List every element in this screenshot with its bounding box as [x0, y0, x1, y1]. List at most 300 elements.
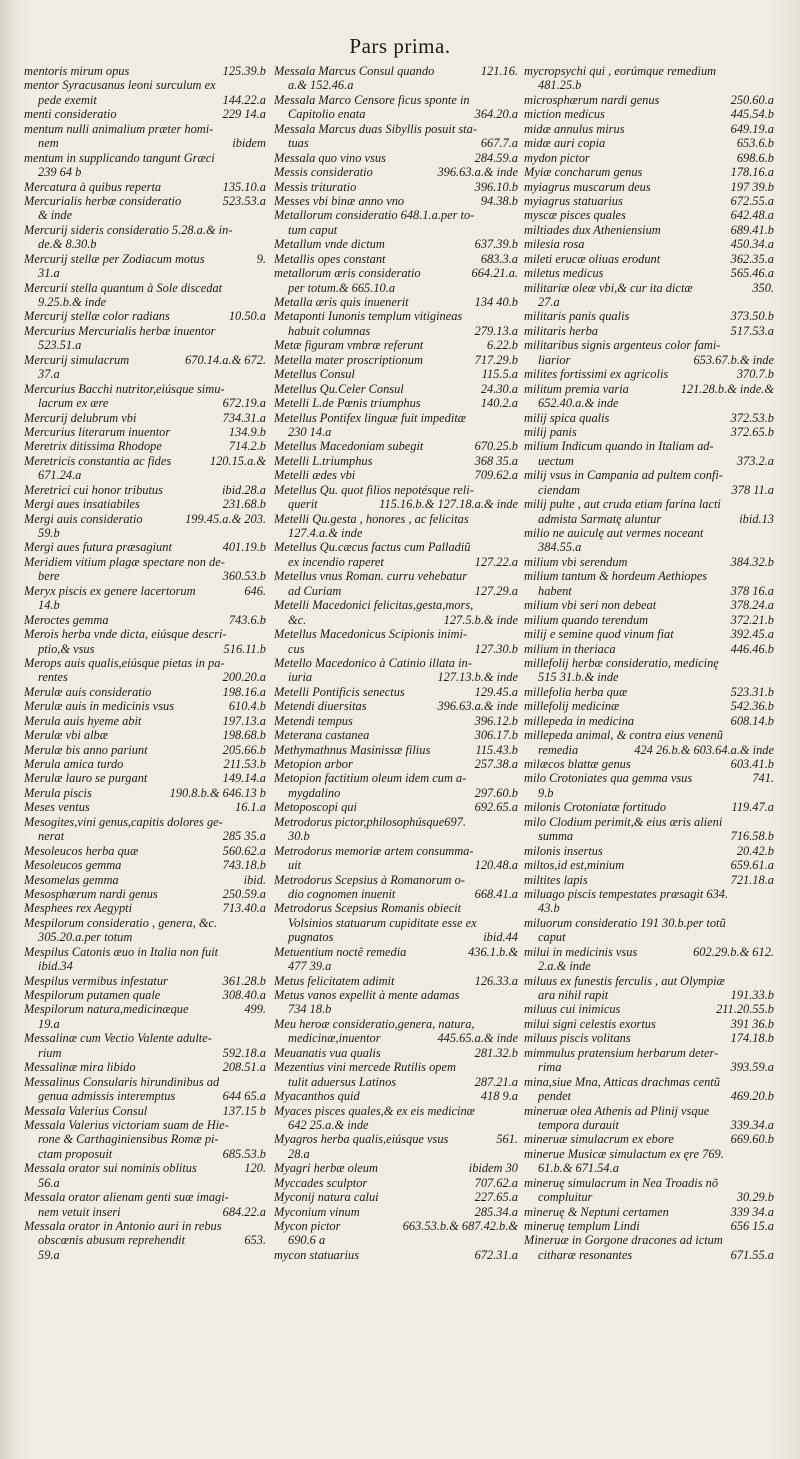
entry-text: Myacanthos quid	[274, 1089, 360, 1104]
index-entry-line	[524, 988, 774, 1002]
index-entry	[24, 439, 266, 453]
index-entry-line	[274, 64, 518, 78]
index-entry-line	[274, 569, 518, 583]
page-reference: 285.34.a	[474, 1204, 518, 1219]
index-entry-line	[274, 540, 518, 554]
entry-text: Merulæ auis in medicinis vsus	[24, 699, 175, 714]
index-entry-line	[524, 1089, 774, 1103]
page-reference: 378 11.a	[731, 482, 774, 497]
entry-text: Meuanatis vua qualis	[274, 1045, 381, 1060]
index-entry-line	[24, 78, 266, 92]
page-reference: 663.53.b.& 687.42.b.&	[402, 1219, 518, 1233]
index-entry-line	[24, 642, 266, 656]
page-reference: 16.1.a	[235, 800, 266, 815]
page-reference: 608.14.b	[730, 713, 774, 728]
index-entry-line	[274, 136, 518, 150]
entry-text: 515 31.b.& inde	[538, 670, 619, 685]
index-entry-line	[24, 916, 266, 930]
index-entry-line	[274, 800, 518, 814]
index-entry-line	[274, 468, 518, 482]
index-entry-line	[524, 786, 774, 800]
index-entry-line	[524, 771, 774, 785]
page-reference: 373.2.a	[736, 453, 774, 468]
entry-text: uit	[288, 858, 302, 873]
page-reference: 227.65.a	[474, 1190, 518, 1205]
index-entry	[524, 613, 774, 627]
index-entry-line	[24, 1060, 266, 1074]
index-entry-line	[274, 324, 518, 338]
page-reference: 523.31.b	[730, 684, 774, 699]
entry-text: mentum in supplicando tangunt Græci	[24, 150, 215, 165]
page-reference: 445.54.b	[730, 107, 774, 122]
entry-text: 230 14.a	[288, 424, 332, 439]
index-entry	[274, 194, 518, 208]
page-reference: 115.16.b.& 127.18.a.& inde	[379, 497, 518, 512]
entry-text: Meryx piscis ex genere lacertorum	[24, 583, 196, 598]
entry-text: Messalinus Consularis hirundinibus ad	[24, 1074, 220, 1089]
index-entry	[24, 281, 266, 310]
entry-text: Metelli L.triumphus	[274, 453, 373, 468]
entry-text: Myconium vinum	[274, 1204, 360, 1219]
index-entry	[524, 714, 774, 728]
entry-text: ptio,& vsus	[38, 641, 95, 656]
index-entry-line	[24, 844, 266, 858]
index-entry	[524, 223, 774, 237]
page-reference: 257.38.a	[474, 757, 518, 771]
page-reference: 714.2.b	[228, 439, 266, 454]
page-reference: 698.6.b	[736, 150, 774, 165]
index-entry-line	[274, 353, 518, 367]
entry-text: Mespilorum natura,medicinæque	[24, 1002, 189, 1017]
index-entry-line	[274, 670, 518, 684]
index-entry-line	[524, 454, 774, 468]
index-entry	[524, 281, 774, 310]
index-entry-line	[524, 295, 774, 309]
page-reference: 134.9.b	[228, 424, 266, 439]
page-reference: 644 65.a	[222, 1089, 266, 1104]
page-reference: 372.21.b	[730, 612, 774, 627]
index-entry-line	[24, 468, 266, 482]
index-entry-line	[24, 151, 266, 165]
entry-text: ara nihil rapit	[538, 988, 609, 1002]
index-entry-line	[274, 930, 518, 944]
page-reference: 211.53.b	[223, 757, 266, 771]
index-entry	[524, 685, 774, 699]
page-reference: 231.68.b	[222, 497, 266, 512]
page-reference: 120.15.a.&	[209, 453, 266, 468]
index-entry-line	[524, 974, 774, 988]
entry-text: 27.a	[538, 295, 560, 309]
index-entry	[24, 425, 266, 439]
index-entry-line	[24, 1161, 266, 1175]
index-entry-line	[274, 1118, 518, 1132]
index-entry	[274, 685, 518, 699]
index-entry	[524, 858, 774, 872]
index-entry	[274, 122, 518, 151]
index-entry	[524, 1132, 774, 1146]
page-reference: 610.4.b	[228, 699, 266, 714]
index-entry-line	[24, 1075, 266, 1089]
entry-text: Merula auis hyeme abit	[24, 713, 142, 728]
index-entry-line	[274, 829, 518, 843]
index-entry	[274, 338, 518, 352]
index-column-1	[24, 64, 266, 1262]
index-entry	[524, 439, 774, 468]
index-entry	[524, 208, 774, 222]
page-reference: 653.67.b.& inde	[693, 352, 774, 367]
index-entry	[24, 497, 266, 511]
page-reference: 350.	[752, 280, 774, 295]
index-entry	[524, 1046, 774, 1075]
page-reference: 656 15.a	[730, 1219, 774, 1233]
entry-text: lacrum ex ære	[38, 396, 109, 411]
index-entry-line	[24, 208, 266, 222]
index-entry-line	[24, 1147, 266, 1161]
page-reference: 646.	[244, 583, 266, 598]
index-entry-line	[524, 728, 774, 742]
index-entry	[24, 728, 266, 742]
index-entry	[274, 569, 518, 598]
entry-text: dio cognomen inuenit	[288, 886, 396, 901]
page-reference: 653.6.b	[736, 136, 774, 151]
page-reference: 565.46.a	[730, 266, 774, 281]
entry-text: Messala Marco Censore ficus sponte in	[274, 92, 470, 107]
entry-text: compluitur	[538, 1190, 593, 1205]
entry-text: Meridiem vitium plagæ spectare non de-	[24, 554, 225, 569]
page-reference: 149.14.a	[222, 771, 266, 786]
index-entry-line	[524, 1176, 774, 1190]
index-entry	[274, 252, 518, 266]
index-entry-line	[274, 642, 518, 656]
index-entry-line	[524, 858, 774, 872]
index-entry	[24, 714, 266, 728]
index-entry-line	[274, 555, 518, 569]
index-entry-line	[24, 338, 266, 352]
entry-text: Mercurialis herbæ consideratio	[24, 193, 182, 208]
index-entry	[524, 1017, 774, 1031]
index-entry-line	[524, 208, 774, 222]
entry-text: 652.40.a.& inde	[538, 396, 619, 411]
index-entry	[524, 468, 774, 497]
entry-text: milium quando terendum	[524, 612, 649, 627]
index-entry-line	[274, 945, 518, 959]
entry-text: mineruę & Neptuni certamen	[524, 1204, 669, 1219]
entry-text: milium tantum & hordeum Aethiopes	[524, 569, 708, 584]
entry-text: Mineruæ in Gorgone dracones ad ictum	[524, 1233, 723, 1248]
index-entry-line	[524, 1060, 774, 1074]
entry-text: mentum nulli animalium præter homi-	[24, 121, 214, 136]
index-entry-line	[274, 425, 518, 439]
entry-text: Mespilus Catonis æuo in Italia non fuit	[24, 944, 219, 959]
index-entry-line	[524, 93, 774, 107]
index-entry	[524, 180, 774, 194]
page-reference: 672.31.a	[474, 1247, 518, 1262]
index-entry-line	[524, 1190, 774, 1204]
index-entry	[524, 569, 774, 598]
entry-text: pugnatos	[288, 930, 334, 945]
page-reference: 669.60.b	[730, 1132, 774, 1147]
page-reference: 373.50.b	[730, 309, 774, 324]
index-entry-line	[274, 887, 518, 901]
index-entry	[524, 1147, 774, 1176]
index-entry	[524, 194, 774, 208]
index-entry-line	[524, 714, 774, 728]
page-reference: 424 26.b.& 603.64.a.& inde	[634, 742, 774, 757]
entry-text: Meretrici cui honor tributus	[24, 482, 163, 497]
index-entry	[274, 771, 518, 800]
index-entry	[524, 757, 774, 771]
index-entry-line	[524, 959, 774, 973]
index-entry	[524, 411, 774, 425]
entry-text: Mespilorum putamen quale	[24, 988, 161, 1002]
entry-text: Meterana castanea	[274, 728, 370, 743]
page-reference: 391 36.b	[730, 1016, 774, 1031]
page-reference: 672.19.a	[222, 396, 266, 411]
index-entry-line	[24, 1046, 266, 1060]
page-reference: 127.22.a	[474, 554, 518, 569]
page-reference: 127.30.b	[474, 641, 518, 656]
index-entry-line	[524, 670, 774, 684]
index-entry-line	[524, 540, 774, 554]
page-reference: 392.45.a	[730, 627, 774, 642]
entry-text: militaribus signis argenteus color fami-	[524, 338, 721, 353]
index-entry-line	[24, 873, 266, 887]
page-reference: 692.65.a	[474, 800, 518, 815]
index-entry	[274, 540, 518, 569]
entry-text: Metelli Pontificis senectus	[274, 684, 405, 699]
page-reference: 127.29.a	[474, 583, 518, 598]
index-entry-line	[524, 569, 774, 583]
page-reference: 208.51.a	[222, 1060, 266, 1075]
index-entry-line	[274, 295, 518, 309]
index-entry-line	[524, 353, 774, 367]
index-entry	[524, 1176, 774, 1205]
index-entry-line	[524, 1147, 774, 1161]
entry-text: tum caput	[288, 222, 338, 237]
page-reference: 140.2.a	[480, 396, 518, 411]
index-entry	[274, 844, 518, 873]
entry-text: 19.a	[38, 1016, 60, 1031]
index-entry	[24, 887, 266, 901]
entry-text: Merulæ lauro se purgant	[24, 771, 148, 786]
index-entry	[274, 699, 518, 713]
index-entry	[24, 1060, 266, 1074]
index-entry	[524, 1219, 774, 1233]
entry-text: Mercurij simulacrum	[24, 352, 130, 367]
page-reference: 129.45.a	[474, 684, 518, 699]
entry-text: bere	[38, 569, 60, 584]
page-reference: ibid.	[243, 872, 266, 887]
page-reference: 717.29.b	[474, 352, 518, 367]
entry-text: Merulæ bis anno pariunt	[24, 742, 148, 757]
page-reference: 229 14.a	[222, 107, 266, 122]
index-entry-line	[24, 1118, 266, 1132]
page-reference: 671.55.a	[730, 1247, 774, 1262]
index-entry-line	[24, 382, 266, 396]
entry-text: liarior	[538, 352, 571, 367]
entry-text: Merula amica turdo	[24, 757, 124, 771]
index-entry-line	[24, 786, 266, 800]
entry-text: Mesosphærum nardi genus	[24, 886, 158, 901]
entry-text: miltiades dux Atheniensium	[524, 222, 661, 237]
entry-text: Messala Valerius Consul	[24, 1103, 148, 1118]
page-reference: 372.53.b	[730, 410, 774, 425]
entry-text: Messis trituratio	[274, 179, 357, 194]
index-entry-line	[24, 959, 266, 973]
page-reference: 707.62.a	[474, 1175, 518, 1190]
entry-text: tuas	[288, 136, 309, 151]
entry-text: Messes vbi binæ anno vno	[274, 193, 405, 208]
index-entry-line	[24, 396, 266, 410]
index-entry	[24, 483, 266, 497]
page-reference: 642.48.a	[730, 208, 774, 223]
index-entry-line	[524, 1046, 774, 1060]
index-entry	[524, 728, 774, 757]
entry-text: 481.25.b	[538, 78, 582, 93]
index-entry	[274, 165, 518, 179]
index-entry	[274, 1219, 518, 1248]
index-entry	[524, 151, 774, 165]
index-entry-line	[274, 180, 518, 194]
entry-text: Metopion arbor	[274, 757, 353, 771]
index-entry	[524, 93, 774, 107]
index-entry-line	[524, 1075, 774, 1089]
index-entry	[24, 844, 266, 858]
entry-text: medicinæ,inuentor	[288, 1031, 381, 1046]
index-entry	[274, 1205, 518, 1219]
entry-text: Mespilorum consideratio , genera, &c.	[24, 915, 218, 930]
page-reference: 684.22.a	[222, 1204, 266, 1219]
entry-text: rentes	[38, 670, 68, 685]
page-reference: 396.10.b	[474, 179, 518, 194]
index-entry-line	[24, 1248, 266, 1262]
index-entry-line	[524, 1002, 774, 1016]
index-entry	[274, 1089, 518, 1103]
index-entry-line	[274, 107, 518, 121]
entry-text: milo Clodium perimit,& eius æris alieni	[524, 814, 723, 829]
index-entry-line	[24, 540, 266, 554]
index-entry	[524, 642, 774, 656]
entry-text: milui in medicinis vsus	[524, 944, 638, 959]
entry-text: Messalinæ cum Vectio Valente adulte-	[24, 1031, 212, 1046]
index-entry	[24, 78, 266, 107]
entry-text: miluorum consideratio 191 30.b.per totũ	[524, 915, 726, 930]
index-entry-line	[24, 353, 266, 367]
page-reference: 716.58.b	[730, 829, 774, 844]
index-entry-line	[524, 815, 774, 829]
entry-text: 37.a	[38, 367, 60, 382]
entry-text: remedia	[538, 742, 579, 757]
index-entry-line	[274, 1161, 518, 1175]
entry-text: Messala orator alienam genti suæ imagi-	[24, 1190, 229, 1205]
index-entry	[24, 540, 266, 554]
entry-text: obscœnis abusum reprehendit	[38, 1233, 186, 1248]
index-entry	[274, 627, 518, 656]
index-entry	[274, 208, 518, 237]
index-entry-line	[24, 454, 266, 468]
index-entry	[274, 974, 518, 988]
entry-text: a.& 152.46.a	[288, 78, 354, 93]
page-reference: 10.50.a	[228, 309, 266, 324]
page-reference: 637.39.b	[474, 237, 518, 252]
entry-text: milo Crotoniates qua gemma vsus	[524, 771, 693, 786]
page-reference: 361.28.b	[222, 973, 266, 988]
page-reference: 384.32.b	[730, 554, 774, 569]
entry-text: Metello Macedonico à Catinio illata in-	[274, 655, 472, 670]
index-entry-line	[24, 107, 266, 121]
page-reference: 396.63.a.& inde	[437, 699, 518, 714]
entry-text: Methymathnus Masinissæ filius	[274, 742, 431, 757]
entry-text: & inde	[38, 208, 73, 223]
entry-text: genua admissis interemptus	[38, 1089, 176, 1104]
index-entry-line	[524, 1248, 774, 1262]
index-entry-line	[524, 1118, 774, 1132]
entry-text: citharæ resonantes	[538, 1247, 633, 1262]
page-reference: 205.66.b	[222, 742, 266, 757]
entry-text: iuria	[288, 670, 313, 685]
page-reference: 542.36.b	[730, 699, 774, 714]
entry-text: myiagrus statuarius	[524, 193, 623, 208]
index-entry-line	[24, 483, 266, 497]
index-entry	[24, 858, 266, 872]
index-entry-line	[274, 844, 518, 858]
page-reference: 667.7.a	[480, 136, 518, 151]
index-entry	[524, 252, 774, 266]
entry-text: pendet	[538, 1089, 572, 1104]
index-entry	[274, 815, 518, 844]
index-entry-line	[24, 656, 266, 670]
index-entry	[524, 107, 774, 121]
entry-text: Metendi diuersitas	[274, 699, 367, 714]
index-entry	[24, 1161, 266, 1190]
entry-text: Mercurius literarum inuentor	[24, 424, 171, 439]
page-reference: 211.20.55.b	[716, 1002, 774, 1017]
index-entry-line	[24, 223, 266, 237]
index-entry-line	[524, 165, 774, 179]
entry-text: myiagrus muscarum deus	[524, 179, 651, 194]
index-entry	[524, 425, 774, 439]
index-entry-line	[24, 497, 266, 511]
index-entry	[524, 237, 774, 251]
index-entry-line	[274, 1002, 518, 1016]
entry-text: midæ auri copia	[524, 136, 606, 151]
index-entry-line	[524, 338, 774, 352]
entry-text: Mesoleucos gemma	[24, 858, 122, 873]
entry-text: Myiæ concharum genus	[524, 165, 643, 180]
page-reference: 396.63.a.& inde	[437, 165, 518, 180]
index-entry	[524, 382, 774, 411]
entry-text: Metus vanos expellit à mente adamas	[274, 988, 460, 1002]
entry-text: milium in theriaca	[524, 641, 616, 656]
entry-text: Mesphees rex Aegypti	[24, 901, 133, 916]
index-entry	[274, 1248, 518, 1262]
entry-text: miluus ex funestis ferculis , aut Olympiæ	[524, 973, 725, 988]
entry-text: militaris panis qualis	[524, 309, 630, 324]
entry-text: mimmulus pratensium herbarum deter-	[524, 1045, 719, 1060]
page-reference: 370.7.b	[736, 367, 774, 382]
entry-text: milites fortissimi ex agricolis	[524, 367, 669, 382]
index-entry	[24, 555, 266, 584]
index-entry	[24, 815, 266, 844]
entry-text: Messala quo vino vsus	[274, 150, 386, 165]
index-entry	[274, 353, 518, 367]
index-entry	[274, 180, 518, 194]
entry-text: Merops auis qualis,eiúsque pietas in pa-	[24, 655, 225, 670]
page-reference: 134 40.b	[474, 295, 518, 309]
index-entry-line	[524, 829, 774, 843]
page-reference: 446.46.b	[730, 641, 774, 656]
entry-text: Metoposcopi qui	[274, 800, 357, 815]
